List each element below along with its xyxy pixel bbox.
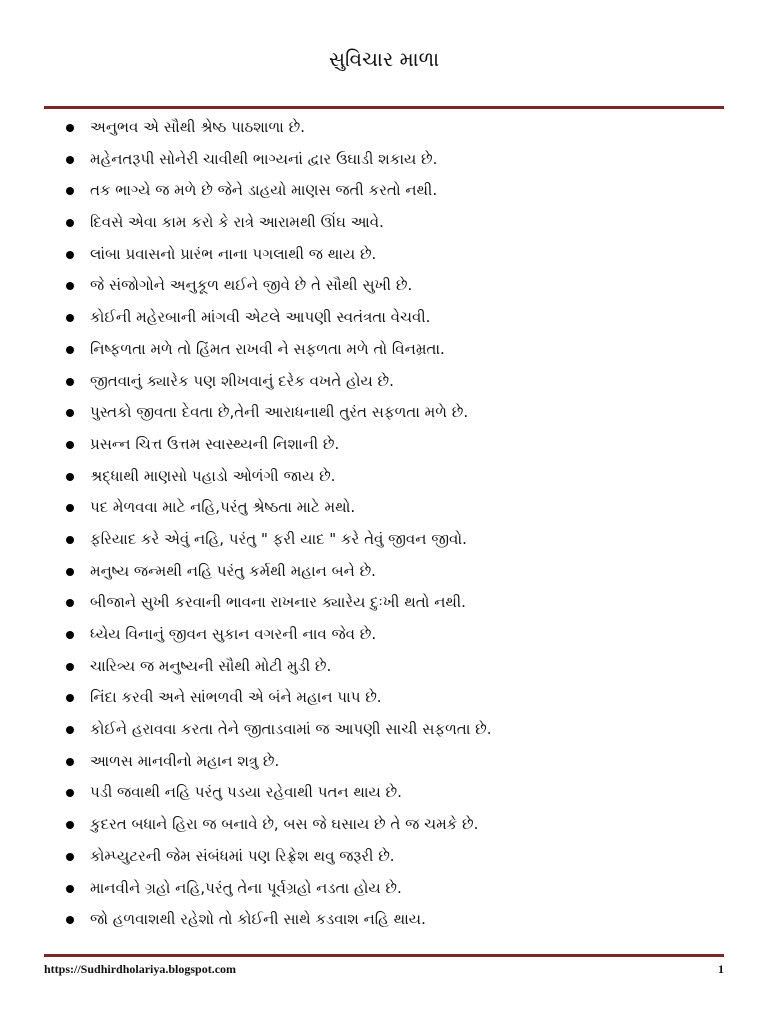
list-item-text: જીતવાનું ક્યારેક પણ શીખવાનું દરેક વખતે હોય છે. [90, 371, 394, 390]
bullet-icon [66, 409, 74, 417]
list-item-text: જો હળવાશથી રહેશો તો કોઈની સાથે કડવાશ નહિ થાય. [90, 910, 426, 929]
bullet-icon [66, 789, 74, 797]
bullet-icon [66, 631, 74, 639]
list-item [62, 270, 722, 302]
list-item-text: પડી જવાથી નહિ પરંતુ પડયા રહેવાથી પતન થાય છે. [90, 783, 402, 802]
list-item-text: પદ મેળવવા માટે નહિ,પરંતુ શ્રેષ્ઠતા માટે મથો. [90, 498, 356, 517]
header-rule [44, 106, 724, 109]
list-item-text: ફરિયાદ કરે એવું નહિ, પરંતુ " ફરી યાદ " કરે તેવું જીવન જીવો. [90, 529, 467, 548]
list-item [62, 841, 722, 873]
page-number: 1 [718, 962, 724, 976]
list-item-text: અનુભવ એ સૌથી શ્રેષ્ઠ પાઠશાળા છે. [90, 118, 305, 136]
bullet-icon [66, 314, 74, 322]
list-item-text: પુસ્તકો જીવતા દેવતા છે,તેની આરાધનાથી તુરંત સફળતા મળે છે. [90, 403, 469, 422]
list-item [62, 682, 722, 714]
list-item [62, 587, 722, 619]
list-item [62, 619, 722, 651]
quote-list [62, 112, 722, 936]
list-item-text: શ્રદ્ધાથી માણસો પહાડો ઓળંગી જાય છે. [90, 466, 336, 485]
list-item-text: ચારિત્ર્ય જ મનુષ્યની સૌથી મોટી મુડી છે. [90, 656, 332, 675]
list-item [62, 809, 722, 841]
bullet-icon [66, 536, 74, 544]
bullet-icon [66, 916, 74, 924]
bullet-icon [66, 568, 74, 576]
bullet-icon [66, 251, 74, 259]
bullet-icon [66, 156, 74, 164]
bullet-icon [66, 504, 74, 512]
list-item [62, 524, 722, 556]
list-item [62, 904, 722, 936]
list-item-text: દિવસે એવા કામ કરો કે રાત્રે આરામથી ઊંઘ આવે. [90, 213, 384, 232]
list-item-text: નિંદા કરવી અને સાંભળવી એ બંને મહાન પાપ છે. [90, 688, 382, 707]
bullet-icon [66, 187, 74, 195]
bullet-icon [66, 346, 74, 354]
bullet-icon [66, 378, 74, 386]
list-item-text: નિષ્ફળતા મળે તો હિંમત રાખવી ને સફળતા મળે તો વિનમ્રતા. [90, 339, 445, 358]
list-item [62, 175, 722, 207]
list-item [62, 334, 722, 366]
list-item [62, 777, 722, 809]
bullet-icon [66, 885, 74, 893]
list-item [62, 492, 722, 524]
list-item-text: કોઈને હરાવવા કરતા તેને જીતાડવામાં જ આપણી સાચી સફળતા છે. [90, 720, 492, 739]
list-item [62, 302, 722, 334]
list-item [62, 112, 722, 144]
list-item-text: મનુષ્ય જન્મથી નહિ પરંતુ કર્મથી મહાન બને છે. [90, 561, 376, 580]
bullet-icon [66, 473, 74, 481]
list-item-text: માનવીને ગ્રહો નહિ,પરંતુ તેના પૂર્વગ્રહો નડતા હોય છે. [90, 878, 402, 897]
footer-link[interactable]: https://Sudhirdholariya.blogspot.com [44, 962, 237, 976]
list-item-text: લાંબા પ્રવાસનો પ્રારંભ નાના પગલાથી જ થાય છે. [90, 244, 377, 263]
bullet-icon [66, 663, 74, 671]
list-item-text: બીજાને સુખી કરવાની ભાવના રાખનાર ક્યારેય દુઃખી થતો નથી. [90, 593, 466, 612]
list-item [62, 397, 722, 429]
bullet-icon [66, 599, 74, 607]
bullet-icon [66, 441, 74, 449]
list-item [62, 207, 722, 239]
list-item [62, 873, 722, 905]
list-item-text: ધ્યેય વિનાનું જીવન સુકાન વગરની નાવ જેવ છે. [90, 625, 377, 643]
list-item-text: કુદરત બધાને હિરા જ બનાવે છે, બસ જે ઘસાય છે તે જ ચમકે છે. [90, 815, 479, 834]
bullet-icon [66, 124, 74, 132]
list-item [62, 366, 722, 398]
list-item [62, 714, 722, 746]
list-item-text: કોઈની મહેરબાની માંગવી એટલે આપણી સ્વતંત્રતા વેચવી. [90, 308, 431, 327]
bullet-icon [66, 282, 74, 290]
list-item-text: જે સંજોગોને અનુકૂળ થઈને જીવે છે તે સૌથી સુખી છે. [90, 276, 413, 295]
bullet-icon [66, 694, 74, 702]
list-item-text: કોમ્પ્યુટરની જેમ સંબંધમાં પણ રિફ્રેશ થવુ જરૂરી છે. [90, 846, 395, 865]
bullet-icon [66, 853, 74, 861]
list-item [62, 239, 722, 271]
bullet-icon [66, 821, 74, 829]
page-title: સુવિચાર માળા [328, 47, 440, 71]
list-item-text: મહેનતરૂપી સોનેરી ચાવીથી ભાગ્યનાં દ્વાર ઉઘાડી શકાય છે. [90, 149, 438, 168]
list-item-text: તક ભાગ્યે જ મળે છે જેને ડાહયો માણસ જતી કરતો નથી. [90, 181, 438, 200]
bullet-icon [66, 219, 74, 227]
list-item [62, 429, 722, 461]
list-item-text: આળસ માનવીનો મહાન શત્રુ છે. [90, 751, 280, 770]
list-item [62, 651, 722, 683]
list-item-text: પ્રસન્ન ચિત્ત ઉત્તમ સ્વાસ્થ્યની નિશાની છે. [90, 434, 340, 453]
footer-rule [44, 954, 724, 957]
bullet-icon [66, 758, 74, 766]
bullet-icon [66, 726, 74, 734]
list-item [62, 746, 722, 778]
list-item [62, 461, 722, 493]
list-item [62, 144, 722, 176]
list-item [62, 556, 722, 588]
